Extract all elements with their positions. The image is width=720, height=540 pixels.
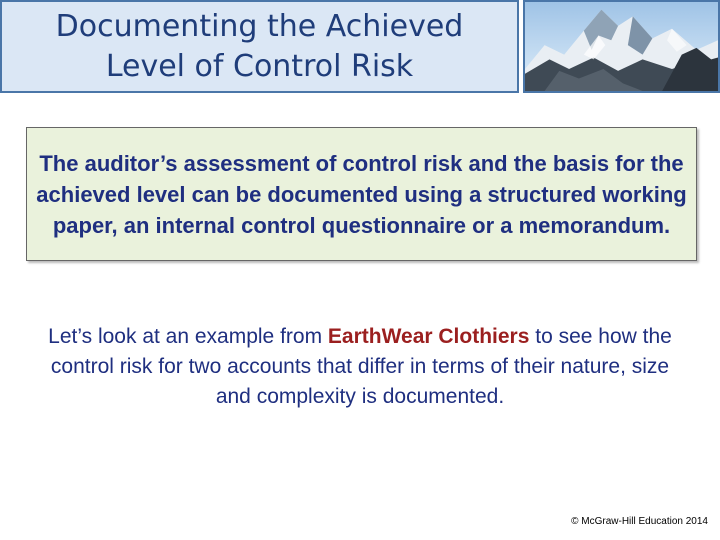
- slide-title-line-2: Level of Control Risk: [105, 48, 414, 84]
- example-text-end: to see how the control risk for two accounts that differ in terms of their nature, size and complexity is documented.: [50, 325, 672, 408]
- company-name: EarthWear Clothiers: [327, 325, 530, 348]
- mountain-image-icon: [525, 2, 718, 91]
- slide-title-line-1: Documenting the Achieved: [55, 8, 464, 44]
- example-paragraph: [40, 322, 680, 412]
- mountain-photo: [523, 0, 720, 93]
- copyright-footer: © McGraw-Hill Education 2014: [571, 516, 708, 527]
- callout-text: The auditor’s assessment of control risk and the basis for the achieved level can be documented using a structured working paper, an internal control questionnaire or a memorandum.: [36, 150, 687, 238]
- definition-callout: [26, 127, 697, 261]
- slide-title: [56, 7, 464, 87]
- example-text-start: Let’s look at an example from: [48, 325, 328, 348]
- slide-title-box: [0, 0, 519, 93]
